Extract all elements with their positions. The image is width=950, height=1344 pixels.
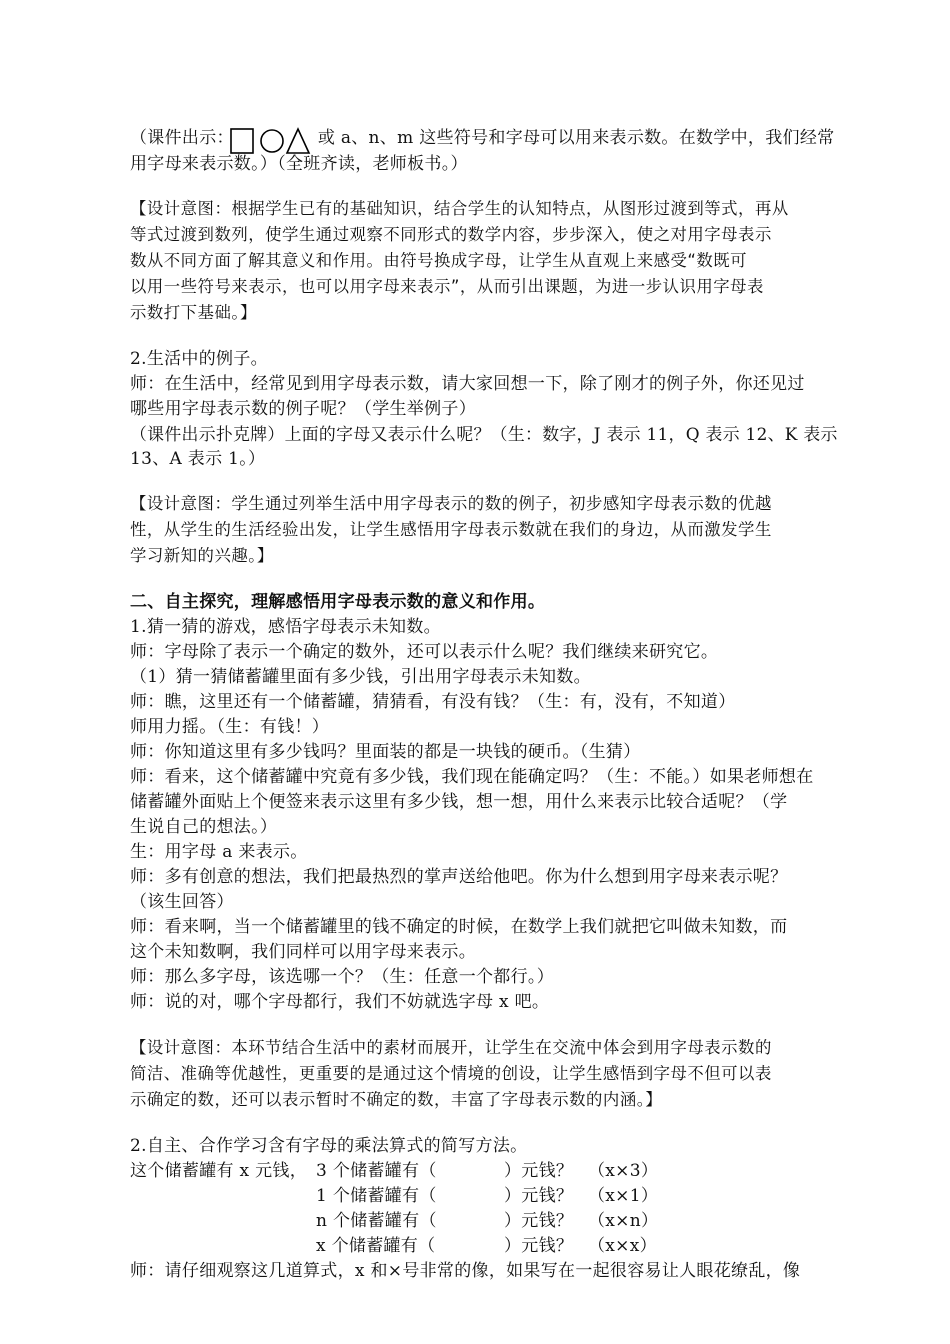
exercise-count: x 个储蓄罐有（	[316, 1236, 436, 1256]
paragraph-line: 生：用字母 a 来表示。	[130, 842, 308, 862]
design-note-1-line: 数从不同方面了解其意义和作用。由符号换成字母，让学生从直观上来感受“数既可	[130, 251, 748, 270]
design-note-1-line: 【设计意图：根据学生已有的基础知识，结合学生的认知特点，从图形过渡到等式，再从	[130, 199, 789, 218]
paragraph-line: （该生回答）	[130, 892, 234, 912]
exercise-prefix: 这个储蓄罐有 x 元钱，	[130, 1161, 307, 1181]
design-note-2-line: 【设计意图：学生通过列举生活中用字母表示的数的例子，初步感知字母表示数的优越	[130, 494, 772, 513]
circle-icon	[261, 130, 283, 152]
life-examples-title: 2.生活中的例子。	[130, 349, 268, 369]
section-subtitle: 2.自主、合作学习含有字母的乘法算式的简写方法。	[130, 1136, 528, 1156]
paragraph-line: 1.猜一猜的游戏，感悟字母表示未知数。	[130, 617, 441, 637]
paragraph-line: 师：你知道这里有多少钱吗？里面装的都是一块钱的硬币。（生猜）	[130, 742, 641, 762]
triangle-icon	[287, 129, 309, 153]
paragraph-line: 师：看来啊，当一个储蓄罐里的钱不确定的时候，在数学上我们就把它叫做未知数，而	[130, 917, 788, 937]
exercise-blank: ）元钱？	[504, 1186, 574, 1206]
design-note-1-line: 等式过渡到数列，使学生通过观察不同形式的数学内容，步步深入，使之对用字母表示	[130, 225, 772, 244]
design-note-3-line: 【设计意图：本环节结合生活中的素材而展开，让学生在交流中体会到用字母表示数的	[130, 1038, 772, 1057]
section-heading: 二、自主探究，理解感悟用字母表示数的意义和作用。	[130, 592, 546, 612]
paragraph-line: 这个未知数啊，我们同样可以用字母来表示。	[130, 942, 476, 962]
design-note-2-line: 性，从学生的生活经验出发，让学生感悟用字母表示数就在我们的身边，从而激发学生	[130, 520, 772, 539]
paragraph-line: 师：那么多字母，该选哪一个？（生：任意一个都行。）	[130, 967, 554, 987]
design-note-3-line: 示确定的数，还可以表示暂时不确定的数，丰富了字母表示数的内涵。】	[130, 1090, 663, 1109]
paragraph-line: （课件出示扑克牌）上面的字母又表示什么呢？（生：数字，J 表示 11，Q 表示 12、K 表示	[130, 424, 838, 444]
design-note-1-line: 示数打下基础。】	[130, 303, 257, 322]
design-note-3-line: 简洁、准确等优越性，更重要的是通过这个情境的创设，让学生感悟到字母不但可以表	[130, 1064, 772, 1083]
exercise-answer: （x×3）	[588, 1161, 659, 1181]
exercise-blank: ）元钱？	[504, 1236, 574, 1256]
paragraph-line: 生说自己的想法。）	[130, 817, 278, 837]
paragraph-line: 师：字母除了表示一个确定的数外，还可以表示什么呢？我们继续来研究它。	[130, 642, 719, 662]
paragraph-line: （1）猜一猜储蓄罐里面有多少钱，引出用字母表示未知数。	[130, 667, 591, 687]
exercise-count: n 个储蓄罐有（	[316, 1211, 437, 1231]
paragraph-line: 师：多有创意的想法，我们把最热烈的掌声送给他吧。你为什么想到用字母来表示呢？	[130, 867, 788, 887]
exercise-count: 1 个储蓄罐有（	[316, 1186, 437, 1206]
exercise-blank: ）元钱？	[504, 1211, 574, 1231]
square-icon	[231, 129, 253, 153]
design-note-2-line: 学习新知的兴趣。】	[130, 546, 274, 565]
courseware-suffix: 或 a、n、m 这些符号和字母可以用来表示数。在数学中，我们经常	[317, 128, 835, 148]
paragraph-line: 哪些用字母表示数的例子呢？（学生举例子）	[130, 399, 476, 419]
paragraph-line: 师：在生活中，经常见到用字母表示数，请大家回想一下，除了刚才的例子外，你还见过	[130, 374, 805, 394]
paragraph-line: 师：瞧，这里还有一个储蓄罐，猜猜看，有没有钱？（生：有，没有，不知道）	[130, 692, 736, 712]
paragraph-line: 师：请仔细观察这几道算式，x 和×号非常的像，如果写在一起很容易让人眼花缭乱，像	[130, 1261, 801, 1281]
paragraph-line: 储蓄罐外面贴上个便签来表示这里有多少钱，想一想，用什么来表示比较合适呢？（学	[130, 792, 788, 812]
exercise-blank: ）元钱？	[504, 1161, 574, 1181]
exercise-count: 3 个储蓄罐有（	[316, 1161, 437, 1181]
exercise-answer: （x×x）	[588, 1236, 657, 1256]
courseware-prefix: （课件出示：	[130, 128, 234, 148]
courseware-line-2: 用字母来表示数。）（全班齐读，老师板书。）	[130, 154, 468, 174]
exercise-answer: （x×1）	[588, 1186, 659, 1206]
paragraph-line: 师：说的对，哪个字母都行，我们不妨就选字母 x 吧。	[130, 992, 550, 1012]
design-note-1-line: 以用一些符号来表示，也可以用字母来表示”，从而引出课题，为进一步认识用字母表	[130, 277, 764, 296]
exercise-answer: （x×n）	[588, 1211, 659, 1231]
paragraph-line: 13、A 表示 1。）	[130, 449, 266, 469]
paragraph-line: 师用力摇。（生：有钱！）	[130, 717, 330, 737]
paragraph-line: 师：看来，这个储蓄罐中究竟有多少钱，我们现在能确定吗？（生：不能。）如果老师想在	[130, 767, 814, 787]
